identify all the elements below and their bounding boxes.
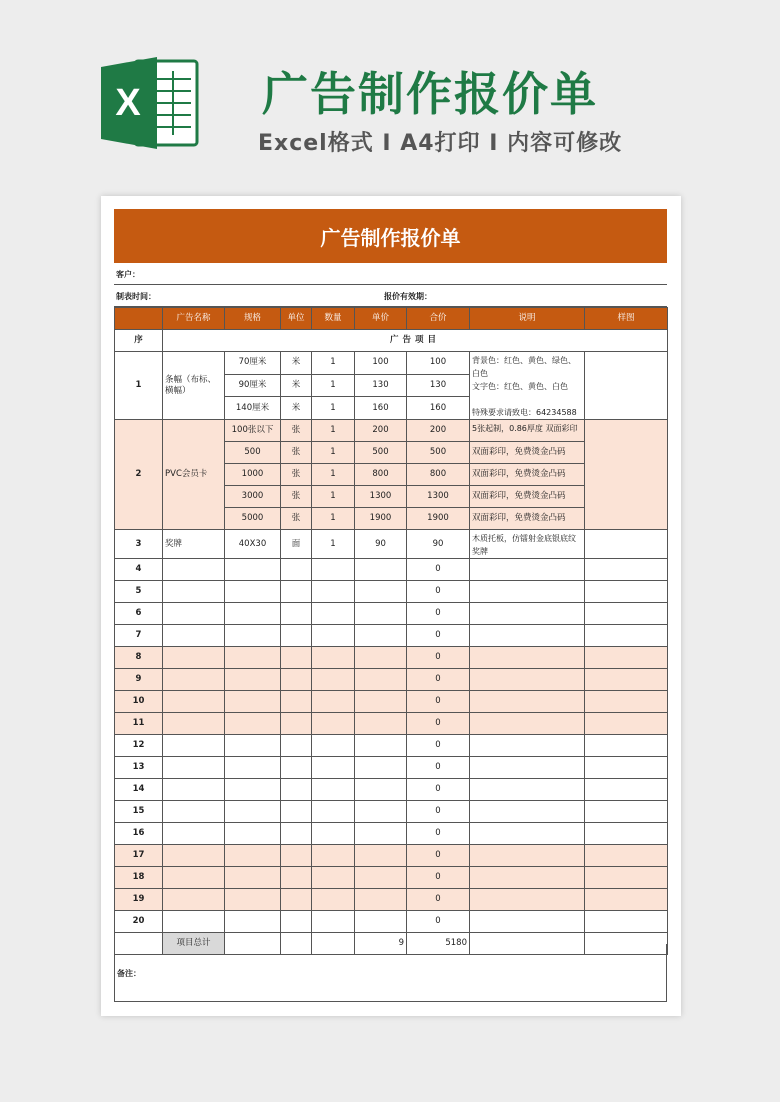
empty-rows bbox=[115, 559, 668, 933]
item-name: PVC会员卡 bbox=[163, 420, 225, 530]
note-cell: 木质托板，仿镭射金底银底纹奖牌 bbox=[470, 530, 585, 559]
total-cell: 0 bbox=[407, 581, 470, 603]
empty-cell bbox=[585, 735, 668, 757]
empty-cell bbox=[312, 625, 355, 647]
total-cell: 500 bbox=[407, 442, 470, 464]
seq-cell: 8 bbox=[115, 647, 163, 669]
empty-cell bbox=[225, 757, 281, 779]
empty-cell bbox=[163, 845, 225, 867]
empty-cell bbox=[225, 911, 281, 933]
table-row bbox=[115, 530, 668, 559]
empty-cell bbox=[312, 801, 355, 823]
empty-cell bbox=[355, 801, 407, 823]
empty-cell bbox=[355, 603, 407, 625]
unit-cell: 面 bbox=[281, 530, 312, 559]
price-cell: 90 bbox=[355, 530, 407, 559]
table-row bbox=[115, 911, 668, 933]
empty-cell bbox=[355, 669, 407, 691]
qty-cell: 1 bbox=[312, 464, 355, 486]
total-cell: 0 bbox=[407, 845, 470, 867]
table-row bbox=[115, 735, 668, 757]
empty-cell bbox=[312, 669, 355, 691]
empty-cell bbox=[163, 867, 225, 889]
spec-cell: 500 bbox=[225, 442, 281, 464]
empty-cell bbox=[585, 603, 668, 625]
empty-cell bbox=[312, 559, 355, 581]
total-cell: 0 bbox=[407, 889, 470, 911]
empty-cell bbox=[585, 779, 668, 801]
empty-cell bbox=[225, 867, 281, 889]
empty-cell bbox=[225, 669, 281, 691]
note-cell: 双面彩印，免费烫金凸码 bbox=[470, 508, 585, 530]
seq-cell: 19 bbox=[115, 889, 163, 911]
empty-cell bbox=[470, 691, 585, 713]
empty-cell bbox=[225, 889, 281, 911]
empty-cell bbox=[225, 845, 281, 867]
empty-cell bbox=[281, 581, 312, 603]
seq-cell: 20 bbox=[115, 911, 163, 933]
seq-cell: 1 bbox=[115, 352, 163, 420]
empty-cell bbox=[163, 889, 225, 911]
spec-cell: 100张以下 bbox=[225, 420, 281, 442]
total-cell: 0 bbox=[407, 559, 470, 581]
empty-cell bbox=[312, 603, 355, 625]
total-cell: 90 bbox=[407, 530, 470, 559]
empty-cell bbox=[470, 581, 585, 603]
header-cell: 样图 bbox=[585, 308, 668, 330]
empty-cell bbox=[470, 559, 585, 581]
table-row bbox=[115, 420, 668, 442]
table-row bbox=[115, 559, 668, 581]
banner-title: 广告制作报价单 bbox=[262, 67, 598, 121]
table-row bbox=[115, 845, 668, 867]
note-cell: 双面彩印，免费烫金凸码 bbox=[470, 486, 585, 508]
empty-cell bbox=[355, 845, 407, 867]
total-cell: 0 bbox=[407, 713, 470, 735]
table-row bbox=[115, 867, 668, 889]
empty-cell bbox=[585, 625, 668, 647]
empty-cell bbox=[585, 691, 668, 713]
empty-cell bbox=[281, 559, 312, 581]
empty-cell bbox=[163, 823, 225, 845]
header-cell: 规格 bbox=[225, 308, 281, 330]
empty-cell bbox=[355, 867, 407, 889]
empty-cell bbox=[281, 669, 312, 691]
total-cell: 0 bbox=[407, 911, 470, 933]
unit-cell: 米 bbox=[281, 397, 312, 420]
price-cell: 100 bbox=[355, 352, 407, 375]
empty-cell bbox=[312, 779, 355, 801]
empty-cell bbox=[281, 911, 312, 933]
table-row bbox=[115, 801, 668, 823]
unit-cell: 张 bbox=[281, 420, 312, 442]
note-cell: 双面彩印，免费烫金凸码 bbox=[470, 464, 585, 486]
total-cell: 0 bbox=[407, 603, 470, 625]
empty-cell bbox=[281, 647, 312, 669]
table-row bbox=[115, 647, 668, 669]
empty-cell bbox=[281, 823, 312, 845]
total-cell: 200 bbox=[407, 420, 470, 442]
customer-row bbox=[114, 263, 667, 285]
price-cell: 1900 bbox=[355, 508, 407, 530]
empty-cell bbox=[355, 713, 407, 735]
header-cell: 合价 bbox=[407, 308, 470, 330]
seq-cell: 13 bbox=[115, 757, 163, 779]
empty-cell bbox=[470, 625, 585, 647]
table-row bbox=[115, 669, 668, 691]
empty-cell bbox=[281, 757, 312, 779]
empty-cell bbox=[163, 801, 225, 823]
empty-cell bbox=[355, 757, 407, 779]
spec-cell: 1000 bbox=[225, 464, 281, 486]
spec-cell: 90厘米 bbox=[225, 374, 281, 397]
unit-cell: 张 bbox=[281, 486, 312, 508]
empty-cell bbox=[585, 757, 668, 779]
table-row bbox=[115, 603, 668, 625]
empty-cell bbox=[281, 691, 312, 713]
empty-cell bbox=[355, 691, 407, 713]
seq-cell: 16 bbox=[115, 823, 163, 845]
spec-cell: 3000 bbox=[225, 486, 281, 508]
unit-cell: 张 bbox=[281, 464, 312, 486]
empty-cell bbox=[163, 691, 225, 713]
total-cell: 0 bbox=[407, 647, 470, 669]
summary-total: 5180 bbox=[407, 933, 470, 955]
qty-cell: 1 bbox=[312, 486, 355, 508]
header-cell: 说明 bbox=[470, 308, 585, 330]
date-label: 制表时间： bbox=[116, 292, 156, 301]
seq-cell: 12 bbox=[115, 735, 163, 757]
empty-cell bbox=[281, 845, 312, 867]
empty-cell bbox=[163, 911, 225, 933]
empty-cell bbox=[225, 625, 281, 647]
total-cell: 0 bbox=[407, 735, 470, 757]
table-row bbox=[115, 625, 668, 647]
spec-cell: 40X30 bbox=[225, 530, 281, 559]
empty-cell bbox=[225, 559, 281, 581]
table-row bbox=[115, 889, 668, 911]
unit-cell: 张 bbox=[281, 442, 312, 464]
empty-cell bbox=[163, 779, 225, 801]
qty-cell: 1 bbox=[312, 508, 355, 530]
empty-cell bbox=[355, 647, 407, 669]
empty-cell bbox=[355, 559, 407, 581]
qty-cell: 1 bbox=[312, 352, 355, 375]
table-row bbox=[115, 691, 668, 713]
empty-cell bbox=[470, 647, 585, 669]
sample-cell bbox=[585, 530, 668, 559]
empty-cell bbox=[225, 603, 281, 625]
empty-cell bbox=[163, 625, 225, 647]
empty-cell bbox=[281, 867, 312, 889]
seq-cell: 6 bbox=[115, 603, 163, 625]
empty-cell bbox=[470, 867, 585, 889]
table-row bbox=[115, 713, 668, 735]
header-cell: 单位 bbox=[281, 308, 312, 330]
sheet-title: 广告制作报价单 bbox=[114, 209, 667, 263]
empty-cell bbox=[585, 911, 668, 933]
empty-cell bbox=[470, 735, 585, 757]
empty-cell bbox=[585, 713, 668, 735]
total-cell: 0 bbox=[407, 625, 470, 647]
table-row bbox=[115, 581, 668, 603]
empty-cell bbox=[312, 911, 355, 933]
empty-cell bbox=[225, 647, 281, 669]
header-cell: 单价 bbox=[355, 308, 407, 330]
unit-cell: 米 bbox=[281, 374, 312, 397]
empty-cell bbox=[281, 625, 312, 647]
empty-cell bbox=[312, 713, 355, 735]
price-cell: 800 bbox=[355, 464, 407, 486]
seq-cell: 5 bbox=[115, 581, 163, 603]
empty-cell bbox=[163, 735, 225, 757]
total-cell: 0 bbox=[407, 867, 470, 889]
empty-cell bbox=[281, 735, 312, 757]
summary-label: 项目总计 bbox=[163, 933, 225, 955]
note-cell: 双面彩印，免费烫金凸码 bbox=[470, 442, 585, 464]
total-cell: 1900 bbox=[407, 508, 470, 530]
empty-cell bbox=[312, 735, 355, 757]
empty-cell bbox=[355, 823, 407, 845]
empty-cell bbox=[312, 889, 355, 911]
qty-cell: 1 bbox=[312, 420, 355, 442]
empty-cell bbox=[470, 757, 585, 779]
empty-cell bbox=[163, 669, 225, 691]
seq-header: 序 bbox=[115, 330, 163, 352]
empty-cell bbox=[225, 691, 281, 713]
empty-cell bbox=[225, 581, 281, 603]
seq-cell: 17 bbox=[115, 845, 163, 867]
empty-cell bbox=[163, 559, 225, 581]
unit-cell: 张 bbox=[281, 508, 312, 530]
empty-cell bbox=[312, 823, 355, 845]
empty-cell bbox=[225, 801, 281, 823]
header-cell: 广告名称 bbox=[163, 308, 225, 330]
seq-cell: 14 bbox=[115, 779, 163, 801]
banner-subtitle: Excel格式 I A4打印 I 内容可修改 bbox=[258, 131, 623, 156]
empty-cell bbox=[585, 669, 668, 691]
spec-cell: 70厘米 bbox=[225, 352, 281, 375]
empty-cell bbox=[225, 713, 281, 735]
empty-cell bbox=[585, 581, 668, 603]
empty-cell bbox=[312, 757, 355, 779]
qty-cell: 1 bbox=[312, 397, 355, 420]
empty-cell bbox=[585, 867, 668, 889]
total-cell: 100 bbox=[407, 352, 470, 375]
empty-cell bbox=[470, 713, 585, 735]
customer-label: 客户： bbox=[116, 270, 140, 279]
sample-cell bbox=[585, 352, 668, 420]
svg-text:X: X bbox=[115, 82, 141, 124]
empty-cell bbox=[355, 735, 407, 757]
header-row bbox=[115, 308, 668, 330]
section-row bbox=[115, 330, 668, 352]
total-cell: 0 bbox=[407, 801, 470, 823]
seq-cell: 7 bbox=[115, 625, 163, 647]
empty-cell bbox=[281, 801, 312, 823]
empty-cell bbox=[163, 713, 225, 735]
table-row bbox=[115, 352, 668, 375]
seq-cell: 11 bbox=[115, 713, 163, 735]
valid-label: 报价有效期： bbox=[384, 292, 432, 301]
table-row bbox=[115, 779, 668, 801]
seq-cell: 9 bbox=[115, 669, 163, 691]
empty-cell bbox=[312, 581, 355, 603]
remark-label: 备注： bbox=[117, 969, 141, 978]
empty-cell bbox=[470, 845, 585, 867]
empty-cell bbox=[163, 581, 225, 603]
empty-cell bbox=[281, 713, 312, 735]
spec-cell: 5000 bbox=[225, 508, 281, 530]
empty-cell bbox=[225, 823, 281, 845]
table-row bbox=[115, 823, 668, 845]
total-cell: 0 bbox=[407, 669, 470, 691]
unit-cell: 米 bbox=[281, 352, 312, 375]
seq-cell: 15 bbox=[115, 801, 163, 823]
date-row bbox=[114, 285, 667, 307]
price-cell: 130 bbox=[355, 374, 407, 397]
note-cell: 5张起制，0.86厚度 双面彩印 bbox=[470, 420, 585, 442]
empty-cell bbox=[470, 801, 585, 823]
empty-cell bbox=[225, 735, 281, 757]
empty-cell bbox=[163, 603, 225, 625]
empty-cell bbox=[281, 603, 312, 625]
empty-cell bbox=[470, 603, 585, 625]
empty-cell bbox=[281, 779, 312, 801]
quote-table bbox=[114, 307, 668, 955]
empty-cell bbox=[355, 581, 407, 603]
empty-cell bbox=[312, 845, 355, 867]
total-cell: 1300 bbox=[407, 486, 470, 508]
remark-box bbox=[114, 944, 667, 1002]
seq-cell: 10 bbox=[115, 691, 163, 713]
price-cell: 160 bbox=[355, 397, 407, 420]
empty-cell bbox=[312, 867, 355, 889]
section-title: 广告项目 bbox=[163, 330, 668, 352]
empty-cell bbox=[355, 779, 407, 801]
header-cell: 数量 bbox=[312, 308, 355, 330]
empty-cell bbox=[355, 889, 407, 911]
seq-cell: 18 bbox=[115, 867, 163, 889]
price-cell: 200 bbox=[355, 420, 407, 442]
price-cell: 1300 bbox=[355, 486, 407, 508]
empty-cell bbox=[163, 647, 225, 669]
item-name: 奖牌 bbox=[163, 530, 225, 559]
qty-cell: 1 bbox=[312, 530, 355, 559]
total-cell: 0 bbox=[407, 779, 470, 801]
empty-cell bbox=[355, 911, 407, 933]
empty-cell bbox=[163, 757, 225, 779]
total-cell: 0 bbox=[407, 823, 470, 845]
sample-cell bbox=[585, 420, 668, 530]
empty-cell bbox=[470, 889, 585, 911]
item-name: 条幅（布标、横幅） bbox=[163, 352, 225, 420]
total-cell: 160 bbox=[407, 397, 470, 420]
total-cell: 0 bbox=[407, 691, 470, 713]
empty-cell bbox=[312, 647, 355, 669]
qty-cell: 1 bbox=[312, 374, 355, 397]
excel-logo-icon bbox=[101, 55, 199, 151]
empty-cell bbox=[585, 845, 668, 867]
note-cell: 背景色：红色、黄色、绿色、白色 文字色：红色、黄色、白色 特殊要求请致电：64234588 bbox=[470, 352, 585, 420]
empty-cell bbox=[225, 779, 281, 801]
empty-cell bbox=[470, 823, 585, 845]
qty-cell: 1 bbox=[312, 442, 355, 464]
empty-cell bbox=[281, 889, 312, 911]
seq-cell: 2 bbox=[115, 420, 163, 530]
summary-qty: 9 bbox=[355, 933, 407, 955]
empty-cell bbox=[470, 669, 585, 691]
total-cell: 0 bbox=[407, 757, 470, 779]
empty-cell bbox=[585, 823, 668, 845]
header-cell bbox=[115, 308, 163, 330]
price-cell: 500 bbox=[355, 442, 407, 464]
table-row bbox=[115, 757, 668, 779]
empty-cell bbox=[355, 625, 407, 647]
seq-cell: 4 bbox=[115, 559, 163, 581]
empty-cell bbox=[312, 691, 355, 713]
empty-cell bbox=[470, 779, 585, 801]
empty-cell bbox=[585, 889, 668, 911]
empty-cell bbox=[585, 801, 668, 823]
total-cell: 130 bbox=[407, 374, 470, 397]
seq-cell: 3 bbox=[115, 530, 163, 559]
empty-cell bbox=[585, 647, 668, 669]
empty-cell bbox=[585, 559, 668, 581]
spec-cell: 140厘米 bbox=[225, 397, 281, 420]
empty-cell bbox=[470, 911, 585, 933]
total-cell: 800 bbox=[407, 464, 470, 486]
